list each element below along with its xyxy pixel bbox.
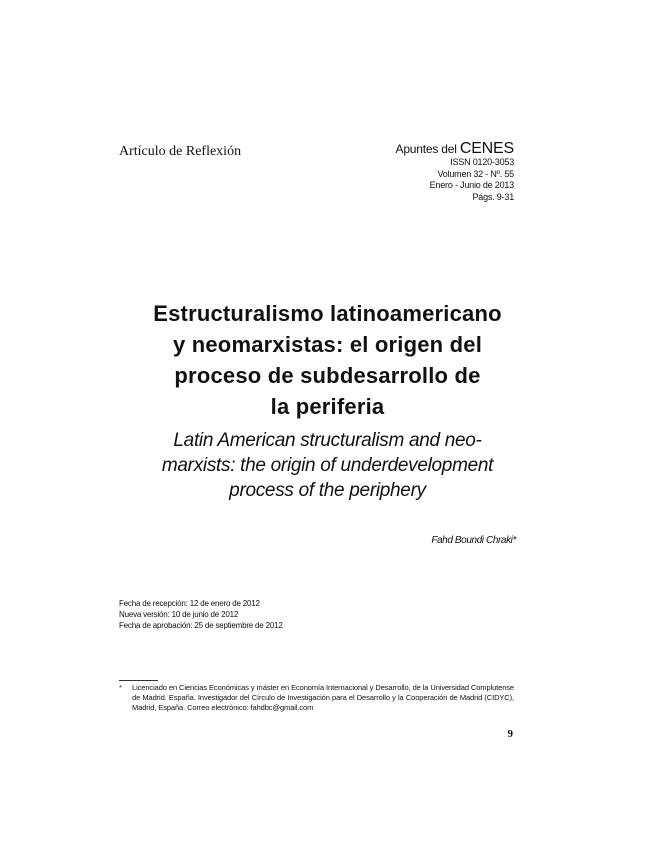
journal-name	[396, 141, 514, 157]
title-es-line: y neomarxistas: el origen del	[172, 332, 483, 357]
title-es-line: Estructuralismo latinoamericano	[153, 301, 502, 326]
title-en-line: Latin American structuralism and neo-	[173, 430, 482, 451]
journal-info	[396, 141, 514, 203]
title-es-line: proceso de subdesarrollo de	[174, 363, 481, 388]
footnote-mark: *	[119, 683, 122, 692]
journal-prefix: Apuntes del	[395, 142, 457, 156]
title-english	[110, 428, 545, 503]
article-dates	[119, 598, 283, 631]
title-en-line: marxists: the origin of underdevelopment	[161, 455, 494, 476]
period: Enero - Junio de 2013	[429, 180, 514, 190]
author-footnote	[119, 683, 514, 713]
author-name: Fahd Boundi Chraki*	[431, 535, 516, 546]
date-new-version: Nueva versión: 10 de junio de 2012	[119, 610, 239, 619]
pages: Págs. 9-31	[472, 191, 514, 202]
title-en-line: process of the periphery	[229, 480, 426, 501]
section-label: Artículo de Reflexión	[119, 144, 242, 159]
date-approved: Fecha de aprobación: 25 de septiembre de 2012	[119, 621, 283, 630]
issn: ISSN 0120-3053	[450, 157, 514, 167]
footnote-divider	[119, 680, 158, 681]
page-number: 9	[507, 728, 513, 740]
title-es-line: la periferia	[270, 394, 385, 419]
footnote-text: Licenciado en Ciencias Económicas y máster en Economía Internacional y Desarrollo, de la Universidad Complutense de Madrid. España. Investigador del Círculo de Investigación para el Desarrollo y la Cooperación de Madrid (CIDYC), Madrid, España. Correo electrónico: fahdbc@gmail.com	[132, 683, 514, 712]
date-received: Fecha de recepción: 12 de enero de 2012	[119, 599, 260, 608]
title-spanish	[110, 298, 545, 422]
journal-title: CENES	[459, 140, 514, 157]
volume: Volumen 32 - Nº. 55	[437, 168, 514, 179]
